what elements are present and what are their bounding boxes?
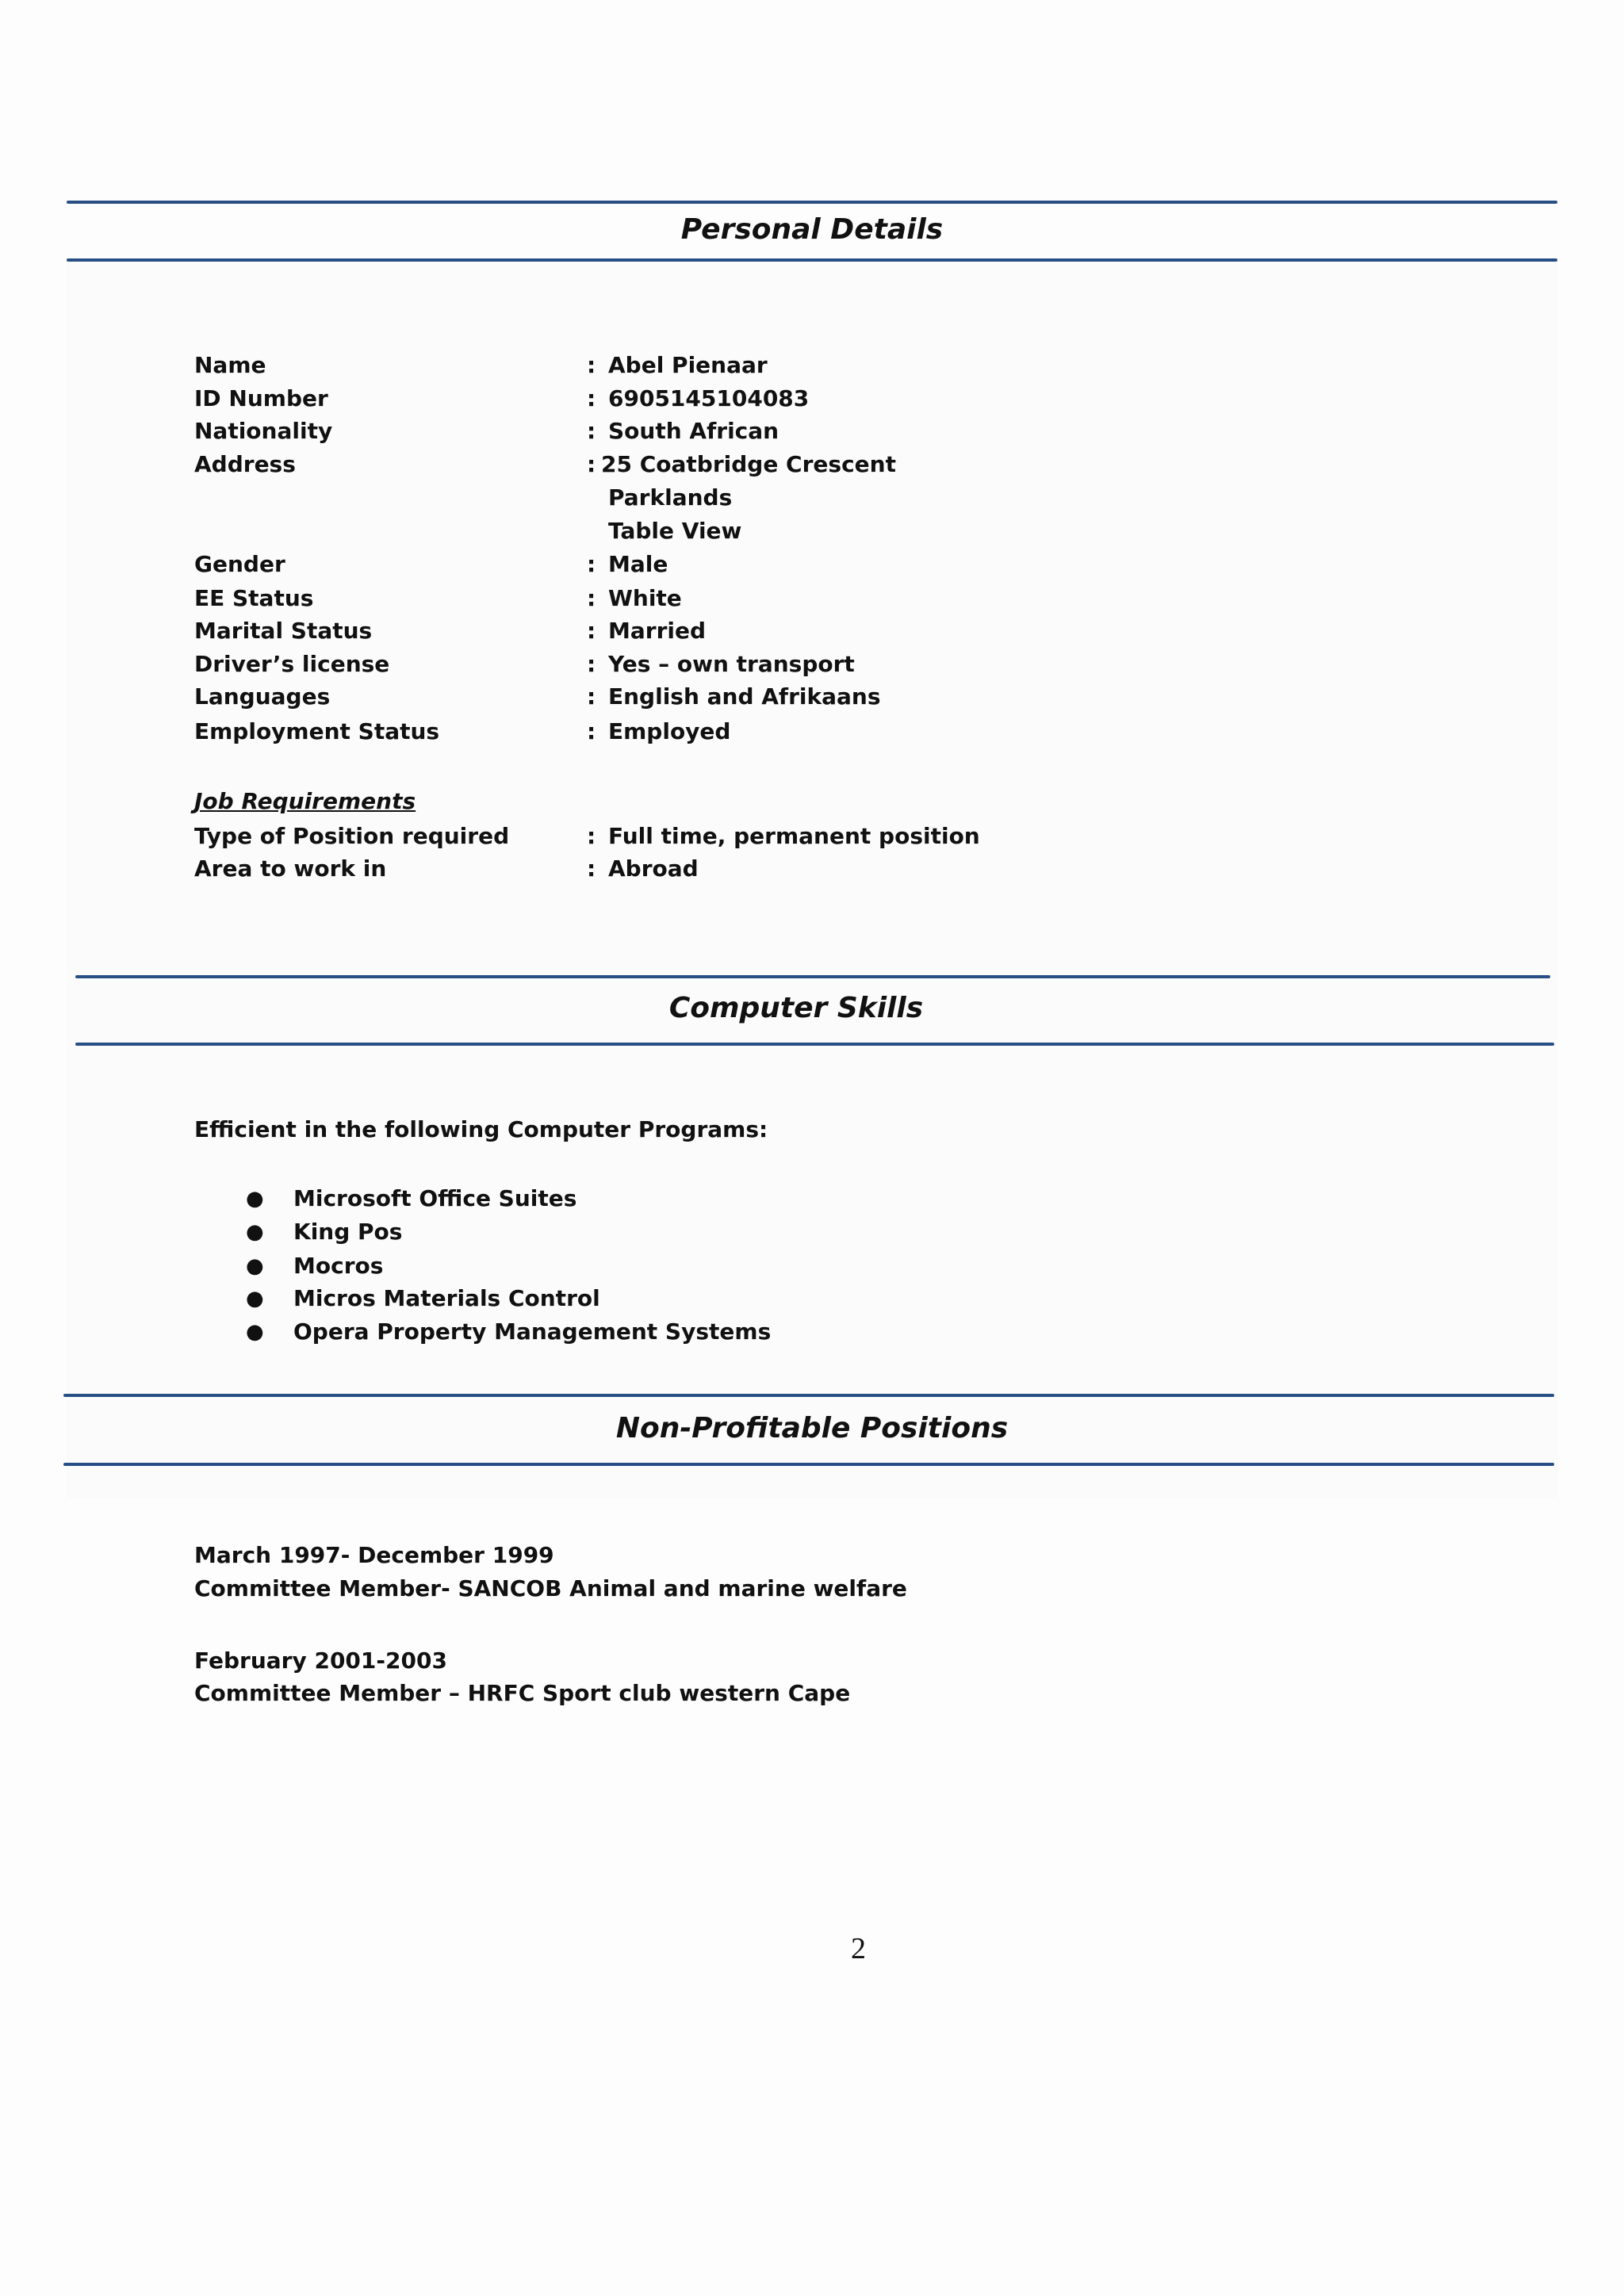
value-marital-status: Married <box>608 618 707 644</box>
value-drivers-license: Yes – own transport <box>608 651 855 677</box>
value-nationality: South African <box>608 418 779 444</box>
skill-item: Micros Materials Control <box>293 1285 600 1311</box>
bullet-icon: ● <box>246 1254 264 1278</box>
section-rule-top <box>67 201 1557 204</box>
colon: : <box>587 855 596 882</box>
colon: : <box>587 585 596 611</box>
colon: : <box>587 618 596 644</box>
skill-item: King Pos <box>293 1219 403 1245</box>
value-address-line-2: Parklands <box>608 484 733 511</box>
value-id-number: 6905145104083 <box>608 385 810 411</box>
value-address-line-3: Table View <box>608 518 742 544</box>
section-rule-top <box>63 1394 1554 1397</box>
section-rule-bottom <box>67 258 1557 262</box>
section-rule-bottom <box>75 1043 1554 1046</box>
value-employment-status: Employed <box>608 718 731 744</box>
value-area-to-work: Abroad <box>608 855 699 882</box>
bullet-icon: ● <box>246 1287 264 1311</box>
label-nationality: Nationality <box>194 418 333 444</box>
job-requirements-heading: Job Requirements <box>194 788 416 814</box>
colon: : <box>587 385 596 411</box>
label-area-to-work: Area to work in <box>194 855 387 882</box>
skill-item: Mocros <box>293 1253 384 1279</box>
label-address: Address <box>194 451 296 477</box>
position-role: Committee Member- SANCOB Animal and marine welfare <box>194 1575 907 1601</box>
skill-item: Opera Property Management Systems <box>293 1318 772 1345</box>
label-ee-status: EE Status <box>194 585 314 611</box>
colon: : <box>587 352 596 378</box>
colon: : <box>587 651 596 677</box>
label-employment-status: Employment Status <box>194 718 440 744</box>
value-address-line-1: 25 Coatbridge Crescent <box>601 451 896 477</box>
label-name: Name <box>194 352 266 378</box>
label-languages: Languages <box>194 683 331 710</box>
value-languages: English and Afrikaans <box>608 683 881 710</box>
position-period: March 1997- December 1999 <box>194 1542 554 1568</box>
value-gender: Male <box>608 551 668 577</box>
position-period: February 2001-2003 <box>194 1647 447 1674</box>
section-title-non-profitable-positions: Non-Profitable Positions <box>615 1412 1009 1445</box>
position-role: Committee Member – HRFC Sport club western Cape <box>194 1680 851 1706</box>
section-title-computer-skills: Computer Skills <box>668 992 924 1024</box>
colon: : <box>587 551 596 577</box>
colon: : <box>587 718 596 744</box>
colon: : <box>587 823 596 849</box>
label-position-required: Type of Position required <box>194 823 510 849</box>
section-title-personal-details: Personal Details <box>680 213 944 246</box>
section-rule-top <box>75 975 1550 978</box>
colon: : <box>587 418 596 444</box>
page-number: 2 <box>851 1932 866 1965</box>
colon: : <box>587 683 596 710</box>
label-gender: Gender <box>194 551 285 577</box>
value-position-required: Full time, permanent position <box>608 823 980 849</box>
bullet-icon: ● <box>246 1320 264 1344</box>
value-ee-status: White <box>608 585 682 611</box>
label-drivers-license: Driver’s license <box>194 651 390 677</box>
bullet-icon: ● <box>246 1220 264 1244</box>
skill-item: Microsoft Office Suites <box>293 1185 577 1211</box>
bullet-icon: ● <box>246 1187 264 1211</box>
section-rule-bottom <box>63 1463 1554 1466</box>
value-name: Abel Pienaar <box>608 352 768 378</box>
colon: : <box>587 451 596 477</box>
label-marital-status: Marital Status <box>194 618 373 644</box>
label-id-number: ID Number <box>194 385 328 411</box>
computer-skills-intro: Efficient in the following Computer Programs: <box>194 1116 768 1142</box>
